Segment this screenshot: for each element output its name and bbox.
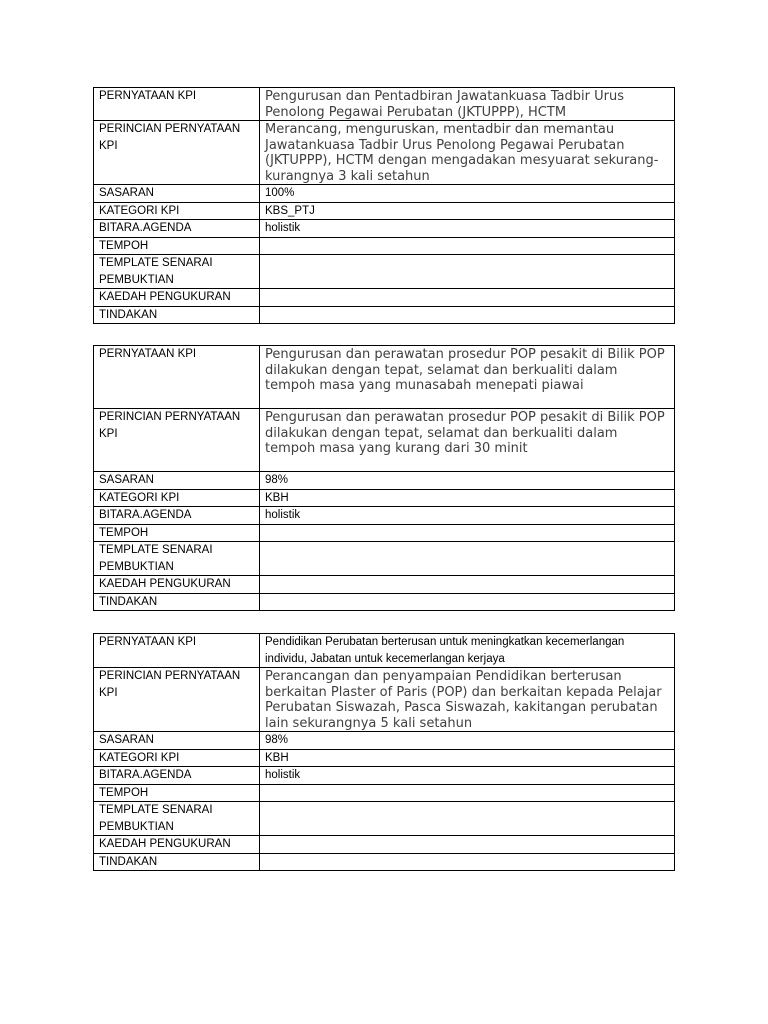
row-template-senarai-pembuktian — [94, 542, 675, 576]
value-bitara-agenda: holistik — [260, 767, 675, 785]
label-perincian-pernyataan-kpi: PERINCIAN PERNYATAAN KPI — [94, 409, 260, 472]
row-sasaran — [94, 472, 675, 490]
value-kaedah-pengukuran — [260, 576, 675, 594]
label-pernyataan-kpi: PERNYATAAN KPI — [94, 346, 260, 409]
value-template-senarai-pembuktian — [260, 255, 675, 289]
row-template-senarai-pembuktian — [94, 255, 675, 289]
value-sasaran: 98% — [260, 472, 675, 490]
label-kaedah-pengukuran: KAEDAH PENGUKURAN — [94, 576, 260, 594]
row-tempoh — [94, 784, 675, 802]
value-kategori-kpi: KBS_PTJ — [260, 202, 675, 220]
row-kategori-kpi — [94, 202, 675, 220]
label-template-senarai-pembuktian: TEMPLATE SENARAI PEMBUKTIAN — [94, 542, 260, 576]
label-sasaran: SASARAN — [94, 732, 260, 750]
label-kaedah-pengukuran: KAEDAH PENGUKURAN — [94, 289, 260, 307]
label-tempoh: TEMPOH — [94, 524, 260, 542]
label-template-senarai-pembuktian: TEMPLATE SENARAI PEMBUKTIAN — [94, 802, 260, 836]
row-tempoh — [94, 237, 675, 255]
label-perincian-pernyataan-kpi: PERINCIAN PERNYATAAN KPI — [94, 668, 260, 732]
value-perincian-pernyataan-kpi: Merancang, menguruskan, mentadbir dan memantau Jawatankuasa Tadbir Urus Penolong Pegawai Perubatan (JKTUPPP), HCTM dengan mengadakan mesyuarat sekurang-kurangnya 3 kali setahun — [260, 121, 675, 185]
row-sasaran — [94, 185, 675, 203]
value-pernyataan-kpi: Pengurusan dan Pentadbiran Jawatankuasa Tadbir Urus Penolong Pegawai Perubatan (JKTUPPP), HCTM — [260, 88, 675, 121]
value-bitara-agenda: holistik — [260, 220, 675, 238]
value-template-senarai-pembuktian — [260, 542, 675, 576]
label-sasaran: SASARAN — [94, 472, 260, 490]
row-kaedah-pengukuran — [94, 836, 675, 854]
value-sasaran: 100% — [260, 185, 675, 203]
label-template-senarai-pembuktian: TEMPLATE SENARAI PEMBUKTIAN — [94, 255, 260, 289]
value-tindakan — [260, 593, 675, 611]
row-kaedah-pengukuran — [94, 289, 675, 307]
label-pernyataan-kpi: PERNYATAAN KPI — [94, 88, 260, 121]
label-kaedah-pengukuran: KAEDAH PENGUKURAN — [94, 836, 260, 854]
kpi-table-3 — [93, 633, 675, 871]
label-kategori-kpi: KATEGORI KPI — [94, 749, 260, 767]
value-pernyataan-kpi: Pendidikan Perubatan berterusan untuk meningkatkan kecemerlangan individu, Jabatan untuk kecemerlangan kerjaya — [260, 634, 675, 668]
row-bitara-agenda — [94, 220, 675, 238]
value-kaedah-pengukuran — [260, 836, 675, 854]
value-tempoh — [260, 784, 675, 802]
row-tempoh — [94, 524, 675, 542]
row-tindakan — [94, 593, 675, 611]
value-perincian-pernyataan-kpi: Perancangan dan penyampaian Pendidikan berterusan berkaitan Plaster of Paris (POP) dan berkaitan kepada Pelajar Perubatan Siswazah, Pasca Siswazah, kakitangan perubatan lain sekurangnya 5 kali setahun — [260, 668, 675, 732]
row-kategori-kpi — [94, 749, 675, 767]
kpi-table-1 — [93, 87, 675, 324]
kpi-table-2 — [93, 345, 675, 611]
label-kategori-kpi: KATEGORI KPI — [94, 202, 260, 220]
row-pernyataan-kpi — [94, 346, 675, 409]
row-pernyataan-kpi — [94, 634, 675, 668]
row-perincian-pernyataan-kpi — [94, 121, 675, 185]
row-kategori-kpi — [94, 489, 675, 507]
value-kaedah-pengukuran — [260, 289, 675, 307]
row-kaedah-pengukuran — [94, 576, 675, 594]
value-template-senarai-pembuktian — [260, 802, 675, 836]
value-tempoh — [260, 524, 675, 542]
value-kategori-kpi: KBH — [260, 489, 675, 507]
row-tindakan — [94, 306, 675, 324]
label-kategori-kpi: KATEGORI KPI — [94, 489, 260, 507]
label-bitara-agenda: BITARA.AGENDA — [94, 767, 260, 785]
value-tindakan — [260, 306, 675, 324]
value-tempoh — [260, 237, 675, 255]
value-kategori-kpi: KBH — [260, 749, 675, 767]
row-pernyataan-kpi — [94, 88, 675, 121]
label-pernyataan-kpi: PERNYATAAN KPI — [94, 634, 260, 668]
row-template-senarai-pembuktian — [94, 802, 675, 836]
label-tempoh: TEMPOH — [94, 237, 260, 255]
row-sasaran — [94, 732, 675, 750]
row-bitara-agenda — [94, 767, 675, 785]
label-tindakan: TINDAKAN — [94, 306, 260, 324]
row-perincian-pernyataan-kpi — [94, 668, 675, 732]
label-bitara-agenda: BITARA.AGENDA — [94, 220, 260, 238]
value-pernyataan-kpi: Pengurusan dan perawatan prosedur POP pesakit di Bilik POP dilakukan dengan tepat, selamat dan berkualiti dalam tempoh masa yang munasabah menepati piawai — [260, 346, 675, 409]
row-tindakan — [94, 853, 675, 871]
row-perincian-pernyataan-kpi — [94, 409, 675, 472]
label-bitara-agenda: BITARA.AGENDA — [94, 507, 260, 525]
value-sasaran: 98% — [260, 732, 675, 750]
value-tindakan — [260, 853, 675, 871]
label-tindakan: TINDAKAN — [94, 853, 260, 871]
row-bitara-agenda — [94, 507, 675, 525]
label-tindakan: TINDAKAN — [94, 593, 260, 611]
label-perincian-pernyataan-kpi: PERINCIAN PERNYATAAN KPI — [94, 121, 260, 185]
value-perincian-pernyataan-kpi: Pengurusan dan perawatan prosedur POP pesakit di Bilik POP dilakukan dengan tepat, selamat dan berkualiti dalam tempoh masa yang kurang dari 30 minit — [260, 409, 675, 472]
value-bitara-agenda: holistik — [260, 507, 675, 525]
label-sasaran: SASARAN — [94, 185, 260, 203]
label-tempoh: TEMPOH — [94, 784, 260, 802]
